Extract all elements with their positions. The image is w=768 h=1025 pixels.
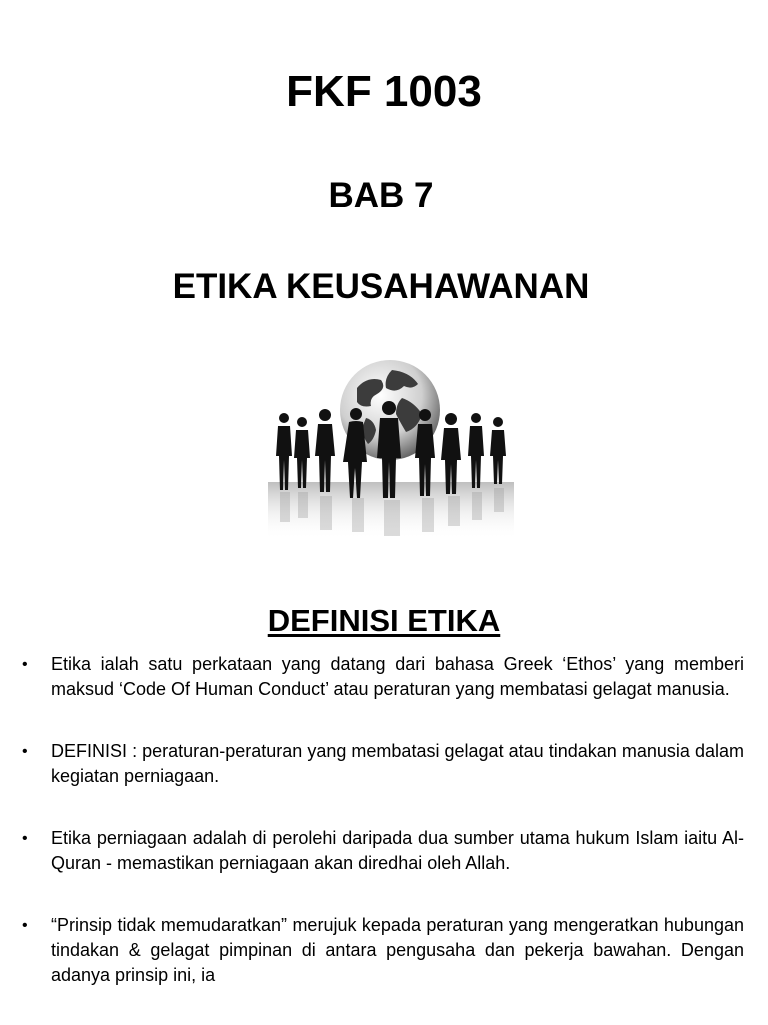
list-item: [22, 913, 744, 988]
bullet-icon: •: [22, 830, 28, 847]
section-heading-text: DEFINISI ETIKA: [267, 603, 501, 638]
bullet-icon: •: [22, 917, 28, 934]
list-item: [22, 826, 744, 876]
list-item: [22, 739, 744, 789]
subtitle-heading: ETIKA KEUSAHAWANAN: [172, 267, 590, 306]
definition-list: [22, 652, 744, 1025]
bullet-icon: •: [22, 656, 28, 673]
list-item-text: “Prinsip tidak memudaratkan” merujuk kepada peraturan yang mengeratkan hubungan tindakan & gelagat pimpinan di antara pengusaha dan pekerja bawahan. Dengan adanya prinsip ini, ia: [51, 915, 744, 985]
page-title: FKF 1003: [286, 67, 482, 116]
list-item-text: Etika perniagaan adalah di perolehi daripada dua sumber utama hukum Islam iaitu Al-Quran - memastikan perniagaan akan diredhai oleh Allah.: [51, 828, 744, 873]
list-item: [22, 652, 744, 702]
section-heading: [0, 602, 768, 640]
business-people-globe-icon: [262, 358, 520, 540]
list-item-text: DEFINISI : peraturan-peraturan yang membatasi gelagat atau tindakan manusia dalam kegiatan perniagaan.: [51, 741, 744, 786]
chapter-heading: BAB 7: [328, 176, 434, 215]
bullet-icon: •: [22, 743, 28, 760]
list-item-text: Etika ialah satu perkataan yang datang dari bahasa Greek ‘Ethos’ yang memberi maksud ‘Code Of Human Conduct’ atau peraturan yang membatasi gelagat manusia.: [51, 654, 744, 699]
